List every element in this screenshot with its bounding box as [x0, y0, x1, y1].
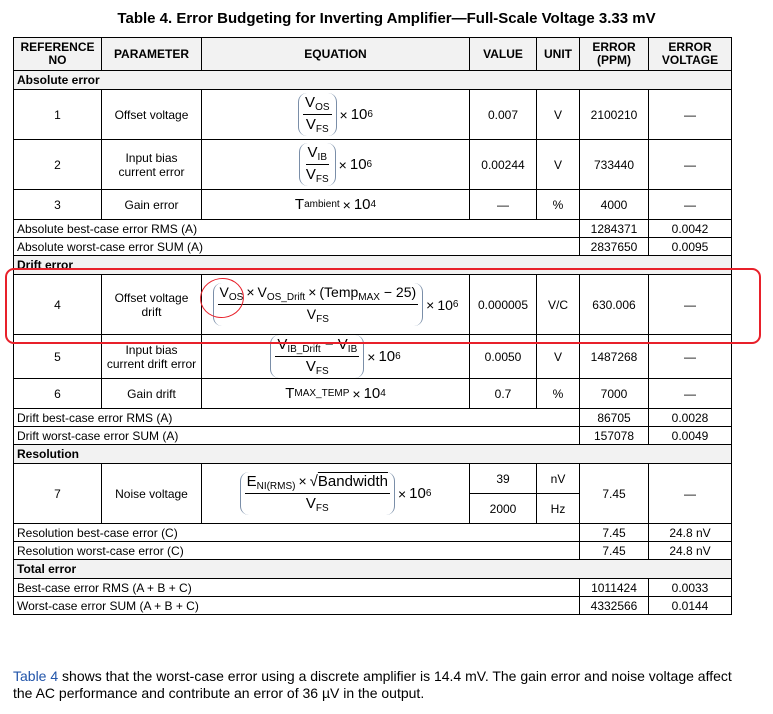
header-error-voltage: ERROR VOLTAGE — [649, 38, 732, 71]
summary-row — [14, 409, 732, 427]
caption-text: shows that the worst-case error using a discrete amplifier is 14.4 mV. The gain error and noise voltage affect the AC performance and contribute an error of 36 µV in the output. — [13, 668, 732, 701]
table-link[interactable]: Table 4 — [13, 668, 59, 684]
error-ppm-cell: 733440 — [580, 140, 649, 190]
value-cell: 0.7 — [470, 379, 537, 409]
param-cell: Noise voltage — [102, 464, 202, 524]
summary-row — [14, 579, 732, 597]
table-row — [14, 90, 732, 140]
summary-label: Resolution worst-case error (C) — [14, 542, 580, 560]
value-split — [470, 464, 536, 523]
value-cell: 0.000005 — [470, 275, 537, 335]
header-error-ppm: ERROR (PPM) — [580, 38, 649, 71]
param-cell: Offset voltage drift — [102, 275, 202, 335]
equation-gain-error: T ambient × 10 4 — [294, 196, 377, 213]
error-voltage-cell: — — [649, 190, 732, 220]
error-voltage-cell: 0.0144 — [649, 597, 732, 615]
error-ppm-cell: 157078 — [580, 427, 649, 445]
unit-cell — [537, 464, 580, 524]
error-ppm-cell: 1487268 — [580, 335, 649, 379]
error-voltage-cell: 0.0033 — [649, 579, 732, 597]
summary-row — [14, 542, 732, 560]
error-ppm-cell: 630.006 — [580, 275, 649, 335]
error-voltage-cell: — — [649, 275, 732, 335]
equation-cell — [202, 464, 470, 524]
equation-input-bias-drift: $\frac{V_{IB\_Drift} - V_{IB}}{V_{FS}}$ × 10 6 — [270, 335, 400, 378]
equation-cell — [202, 140, 470, 190]
ref-cell: 3 — [14, 190, 102, 220]
table-row — [14, 464, 732, 524]
value-cell: 0.007 — [470, 90, 537, 140]
header-row — [14, 38, 732, 71]
summary-row — [14, 427, 732, 445]
table-row — [14, 190, 732, 220]
unit-cell: V/C — [537, 275, 580, 335]
ref-cell: 2 — [14, 140, 102, 190]
summary-label: Best-case error RMS (A + B + C) — [14, 579, 580, 597]
unit-cell: V — [537, 90, 580, 140]
header-reference-no: REFERENCE NO — [14, 38, 102, 71]
equation-offset-drift: $\frac{V_{OS} \times V_{OS\_Drift} \times (Temp_{MAX} - 25)}{V_{FS}}$ × 10 6 — [213, 283, 459, 326]
error-ppm-cell: 86705 — [580, 409, 649, 427]
ref-cell: 7 — [14, 464, 102, 524]
summary-row — [14, 238, 732, 256]
summary-label: Worst-case error SUM (A + B + C) — [14, 597, 580, 615]
value-cell — [470, 464, 537, 524]
error-ppm-cell: 7.45 — [580, 464, 649, 524]
equation-offset-voltage: $\frac{V_{OS}}{V_{FS}}$ × 10 6 — [298, 93, 373, 136]
summary-row — [14, 524, 732, 542]
error-ppm-cell: 1011424 — [580, 579, 649, 597]
header-value: VALUE — [470, 38, 537, 71]
section-resolution: Resolution — [14, 445, 732, 464]
error-ppm-cell: 4332566 — [580, 597, 649, 615]
header-parameter: PARAMETER — [102, 38, 202, 71]
param-cell: Offset voltage — [102, 90, 202, 140]
value-noise: 39 — [496, 471, 510, 486]
ref-cell: 4 — [14, 275, 102, 335]
equation-gain-drift: T MAX_TEMP × 10 4 — [285, 385, 386, 402]
summary-label: Drift worst-case error SUM (A) — [14, 427, 580, 445]
equation-noise-voltage: $\frac{E_{NI(RMS)} \times √Bandwidth}{V_{FS}}$ × 10 6 — [240, 472, 432, 515]
param-cell: Gain drift — [102, 379, 202, 409]
param-cell: Input bias current drift error — [102, 335, 202, 379]
error-ppm-cell: 2837650 — [580, 238, 649, 256]
unit-bandwidth: Hz — [537, 494, 579, 524]
summary-label: Absolute worst-case error SUM (A) — [14, 238, 580, 256]
error-ppm-cell: 7.45 — [580, 542, 649, 560]
unit-cell: % — [537, 190, 580, 220]
red-highlight-box — [5, 268, 761, 344]
error-voltage-cell: — — [649, 90, 732, 140]
value-cell: — — [470, 190, 537, 220]
unit-noise: nV — [550, 471, 566, 486]
ref-cell: 5 — [14, 335, 102, 379]
summary-label: Absolute best-case error RMS (A) — [14, 220, 580, 238]
error-voltage-cell: — — [649, 140, 732, 190]
unit-cell: V — [537, 140, 580, 190]
value-bandwidth: 2000 — [470, 494, 536, 524]
unit-cell: V — [537, 335, 580, 379]
header-equation: EQUATION — [202, 38, 470, 71]
error-voltage-cell: 0.0049 — [649, 427, 732, 445]
table-row — [14, 379, 732, 409]
unit-cell: % — [537, 379, 580, 409]
error-voltage-cell: — — [649, 335, 732, 379]
caption-paragraph — [13, 668, 753, 702]
equation-input-bias: $\frac{V_{IB}}{V_{FS}}$ × 10 6 — [299, 143, 372, 186]
param-cell: Input bias current error — [102, 140, 202, 190]
section-drift-error: Drift error — [14, 256, 732, 275]
unit-split — [537, 464, 579, 523]
error-voltage-cell: 0.0095 — [649, 238, 732, 256]
value-cell: 0.00244 — [470, 140, 537, 190]
equation-cell — [202, 379, 470, 409]
error-voltage-cell: 24.8 nV — [649, 524, 732, 542]
value-cell: 0.0050 — [470, 335, 537, 379]
table-row — [14, 140, 732, 190]
summary-label: Resolution best-case error (C) — [14, 524, 580, 542]
error-ppm-cell: 4000 — [580, 190, 649, 220]
error-voltage-cell: 0.0028 — [649, 409, 732, 427]
error-voltage-cell: 0.0042 — [649, 220, 732, 238]
error-ppm-cell: 1284371 — [580, 220, 649, 238]
param-cell: Gain error — [102, 190, 202, 220]
error-ppm-cell: 7000 — [580, 379, 649, 409]
error-ppm-cell: 2100210 — [580, 90, 649, 140]
section-absolute-error: Absolute error — [14, 71, 732, 90]
error-voltage-cell: 24.8 nV — [649, 542, 732, 560]
error-voltage-cell: — — [649, 379, 732, 409]
section-total-error: Total error — [14, 560, 732, 579]
summary-row — [14, 597, 732, 615]
ref-cell: 1 — [14, 90, 102, 140]
equation-cell — [202, 90, 470, 140]
summary-label: Drift best-case error RMS (A) — [14, 409, 580, 427]
ref-cell: 6 — [14, 379, 102, 409]
equation-cell — [202, 190, 470, 220]
error-ppm-cell: 7.45 — [580, 524, 649, 542]
summary-row — [14, 220, 732, 238]
header-unit: UNIT — [537, 38, 580, 71]
table-title: Table 4. Error Budgeting for Inverting Amplifier—Full-Scale Voltage 3.33 mV — [117, 10, 656, 27]
error-voltage-cell: — — [649, 464, 732, 524]
